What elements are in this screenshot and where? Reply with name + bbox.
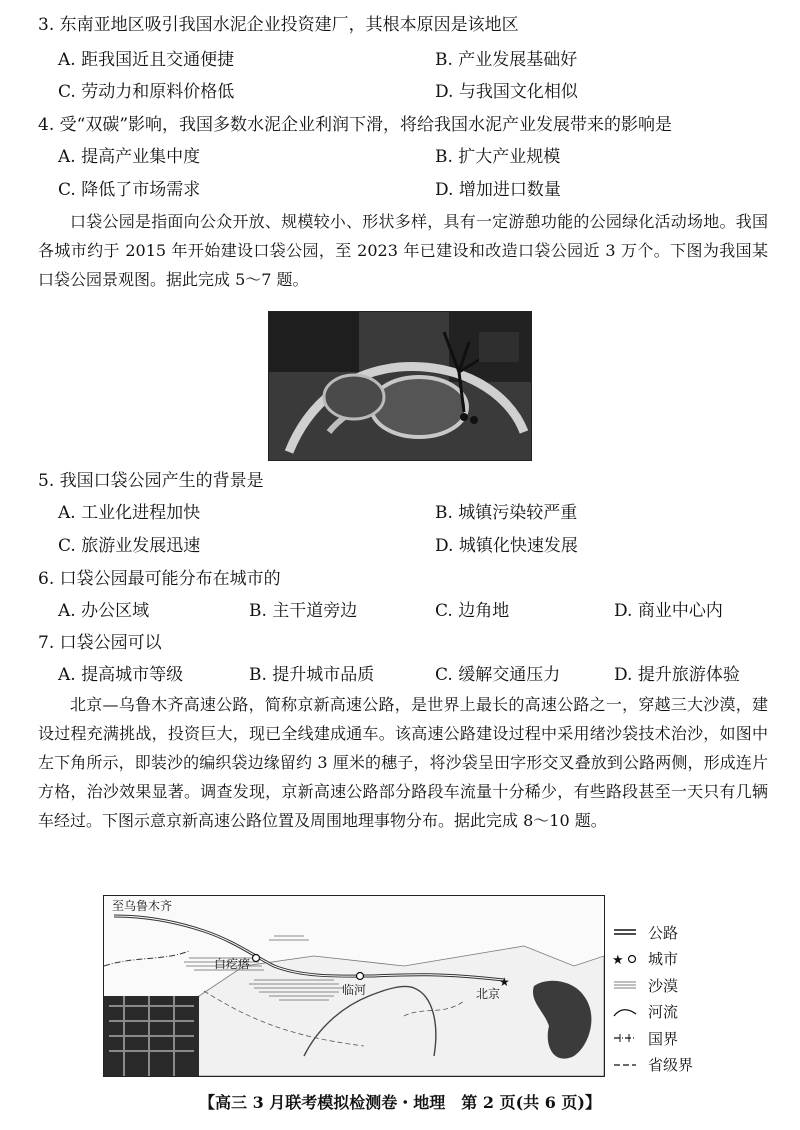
map-label-beijing: 北京	[476, 987, 501, 1001]
map-label-linhe: 临河	[342, 983, 367, 997]
q3-option-c: C. 劳动力和原料价格低	[58, 82, 235, 102]
q7-option-b: B. 提升城市品质	[249, 665, 375, 685]
q3-option-a: A. 距我国近且交通便捷	[58, 50, 235, 70]
question-7-stem: 7. 口袋公园可以	[38, 633, 162, 653]
passage-pocket-park-text: 口袋公园是指面向公众开放、规模较小、形状多样，具有一定游憩功能的公园绿化活动场地。我国各城市约于 2015 年开始建设口袋公园，至 2023 年已建设和改造口袋公园近 3 万个。下图为我国某口袋公园景观图。据此完成 5～7 题。	[38, 212, 768, 289]
passage-pocket-park	[38, 207, 768, 294]
legend-national-border: 国界	[648, 1029, 679, 1048]
q5-option-c: C. 旅游业发展迅速	[58, 536, 201, 556]
q6-option-d: D. 商业中心内	[614, 601, 723, 621]
passage-expressway-text: 北京—乌鲁木齐高速公路，简称京新高速公路，是世界上最长的高速公路之一，穿越三大沙漠，建设过程充满挑战，投资巨大，现已全线建成通车。该高速公路建设过程中采用绪沙袋技术治沙，如图中左下角所示，即装沙的编织袋边缘留约 3 厘米的穗子，将沙袋呈田字形交叉叠放到公路两侧，形成连片方格，治沙效果显著。调查发现，京新高速公路部分路段车流量十分稀少，有些路段甚至一天只有几辆车经过。下图示意京新高速公路位置及周围地理事物分布。据此完成 8～10 题。	[38, 695, 768, 830]
q4-option-d: D. 增加进口数量	[435, 180, 561, 200]
q6-option-c: C. 边角地	[435, 601, 510, 621]
q3-option-d: D. 与我国文化相似	[435, 82, 578, 102]
map-legend	[612, 920, 722, 1079]
question-6-stem: 6. 口袋公园最可能分布在城市的	[38, 569, 281, 589]
map-label-urumqi: 至乌鲁木齐	[112, 899, 173, 913]
question-4-stem: 4. 受“双碳”影响，我国多数水泥企业利润下滑，将给我国水泥产业发展带来的影响是	[38, 115, 673, 135]
legend-highway: 公路	[648, 923, 679, 942]
q5-option-d: D. 城镇化快速发展	[435, 536, 578, 556]
pocket-park-photo	[268, 311, 532, 461]
page-footer: 【高三 3 月联考模拟检测卷・地理 第 2 页(共 6 页)】	[199, 1093, 601, 1112]
q4-option-c: C. 降低了市场需求	[58, 180, 201, 200]
question-3-stem: 3. 东南亚地区吸引我国水泥企业投资建厂，其根本原因是该地区	[38, 15, 519, 35]
q7-option-a: A. 提高城市等级	[58, 665, 184, 685]
question-5-stem: 5. 我国口袋公园产生的背景是	[38, 471, 264, 491]
legend-city: ★ 城市	[612, 950, 679, 968]
legend-river: 河流	[612, 1000, 722, 1024]
map-label-baigeda: 白疙瘩	[214, 957, 251, 971]
pocket-park-photo-drawing	[269, 312, 531, 460]
q4-option-a: A. 提高产业集中度	[58, 147, 201, 167]
svg-text:★: ★	[612, 952, 624, 967]
q6-option-a: A. 办公区域	[58, 601, 150, 621]
legend-desert: 沙漠	[648, 976, 679, 995]
expressway-map	[103, 895, 605, 1077]
q7-option-c: C. 缓解交通压力	[435, 665, 561, 685]
q6-option-b: B. 主干道旁边	[249, 601, 358, 621]
q3-option-b: B. 产业发展基础好	[435, 50, 578, 70]
q4-option-b: B. 扩大产业规模	[435, 147, 561, 167]
q5-option-b: B. 城镇污染较严重	[435, 503, 578, 523]
q7-option-d: D. 提升旅游体验	[614, 665, 740, 685]
svg-text:★: ★	[499, 975, 510, 989]
expressway-map-drawing	[104, 896, 604, 1076]
legend-provincial-border: 省级界	[648, 1056, 694, 1074]
passage-expressway	[38, 690, 768, 835]
q5-option-a: A. 工业化进程加快	[58, 503, 201, 523]
